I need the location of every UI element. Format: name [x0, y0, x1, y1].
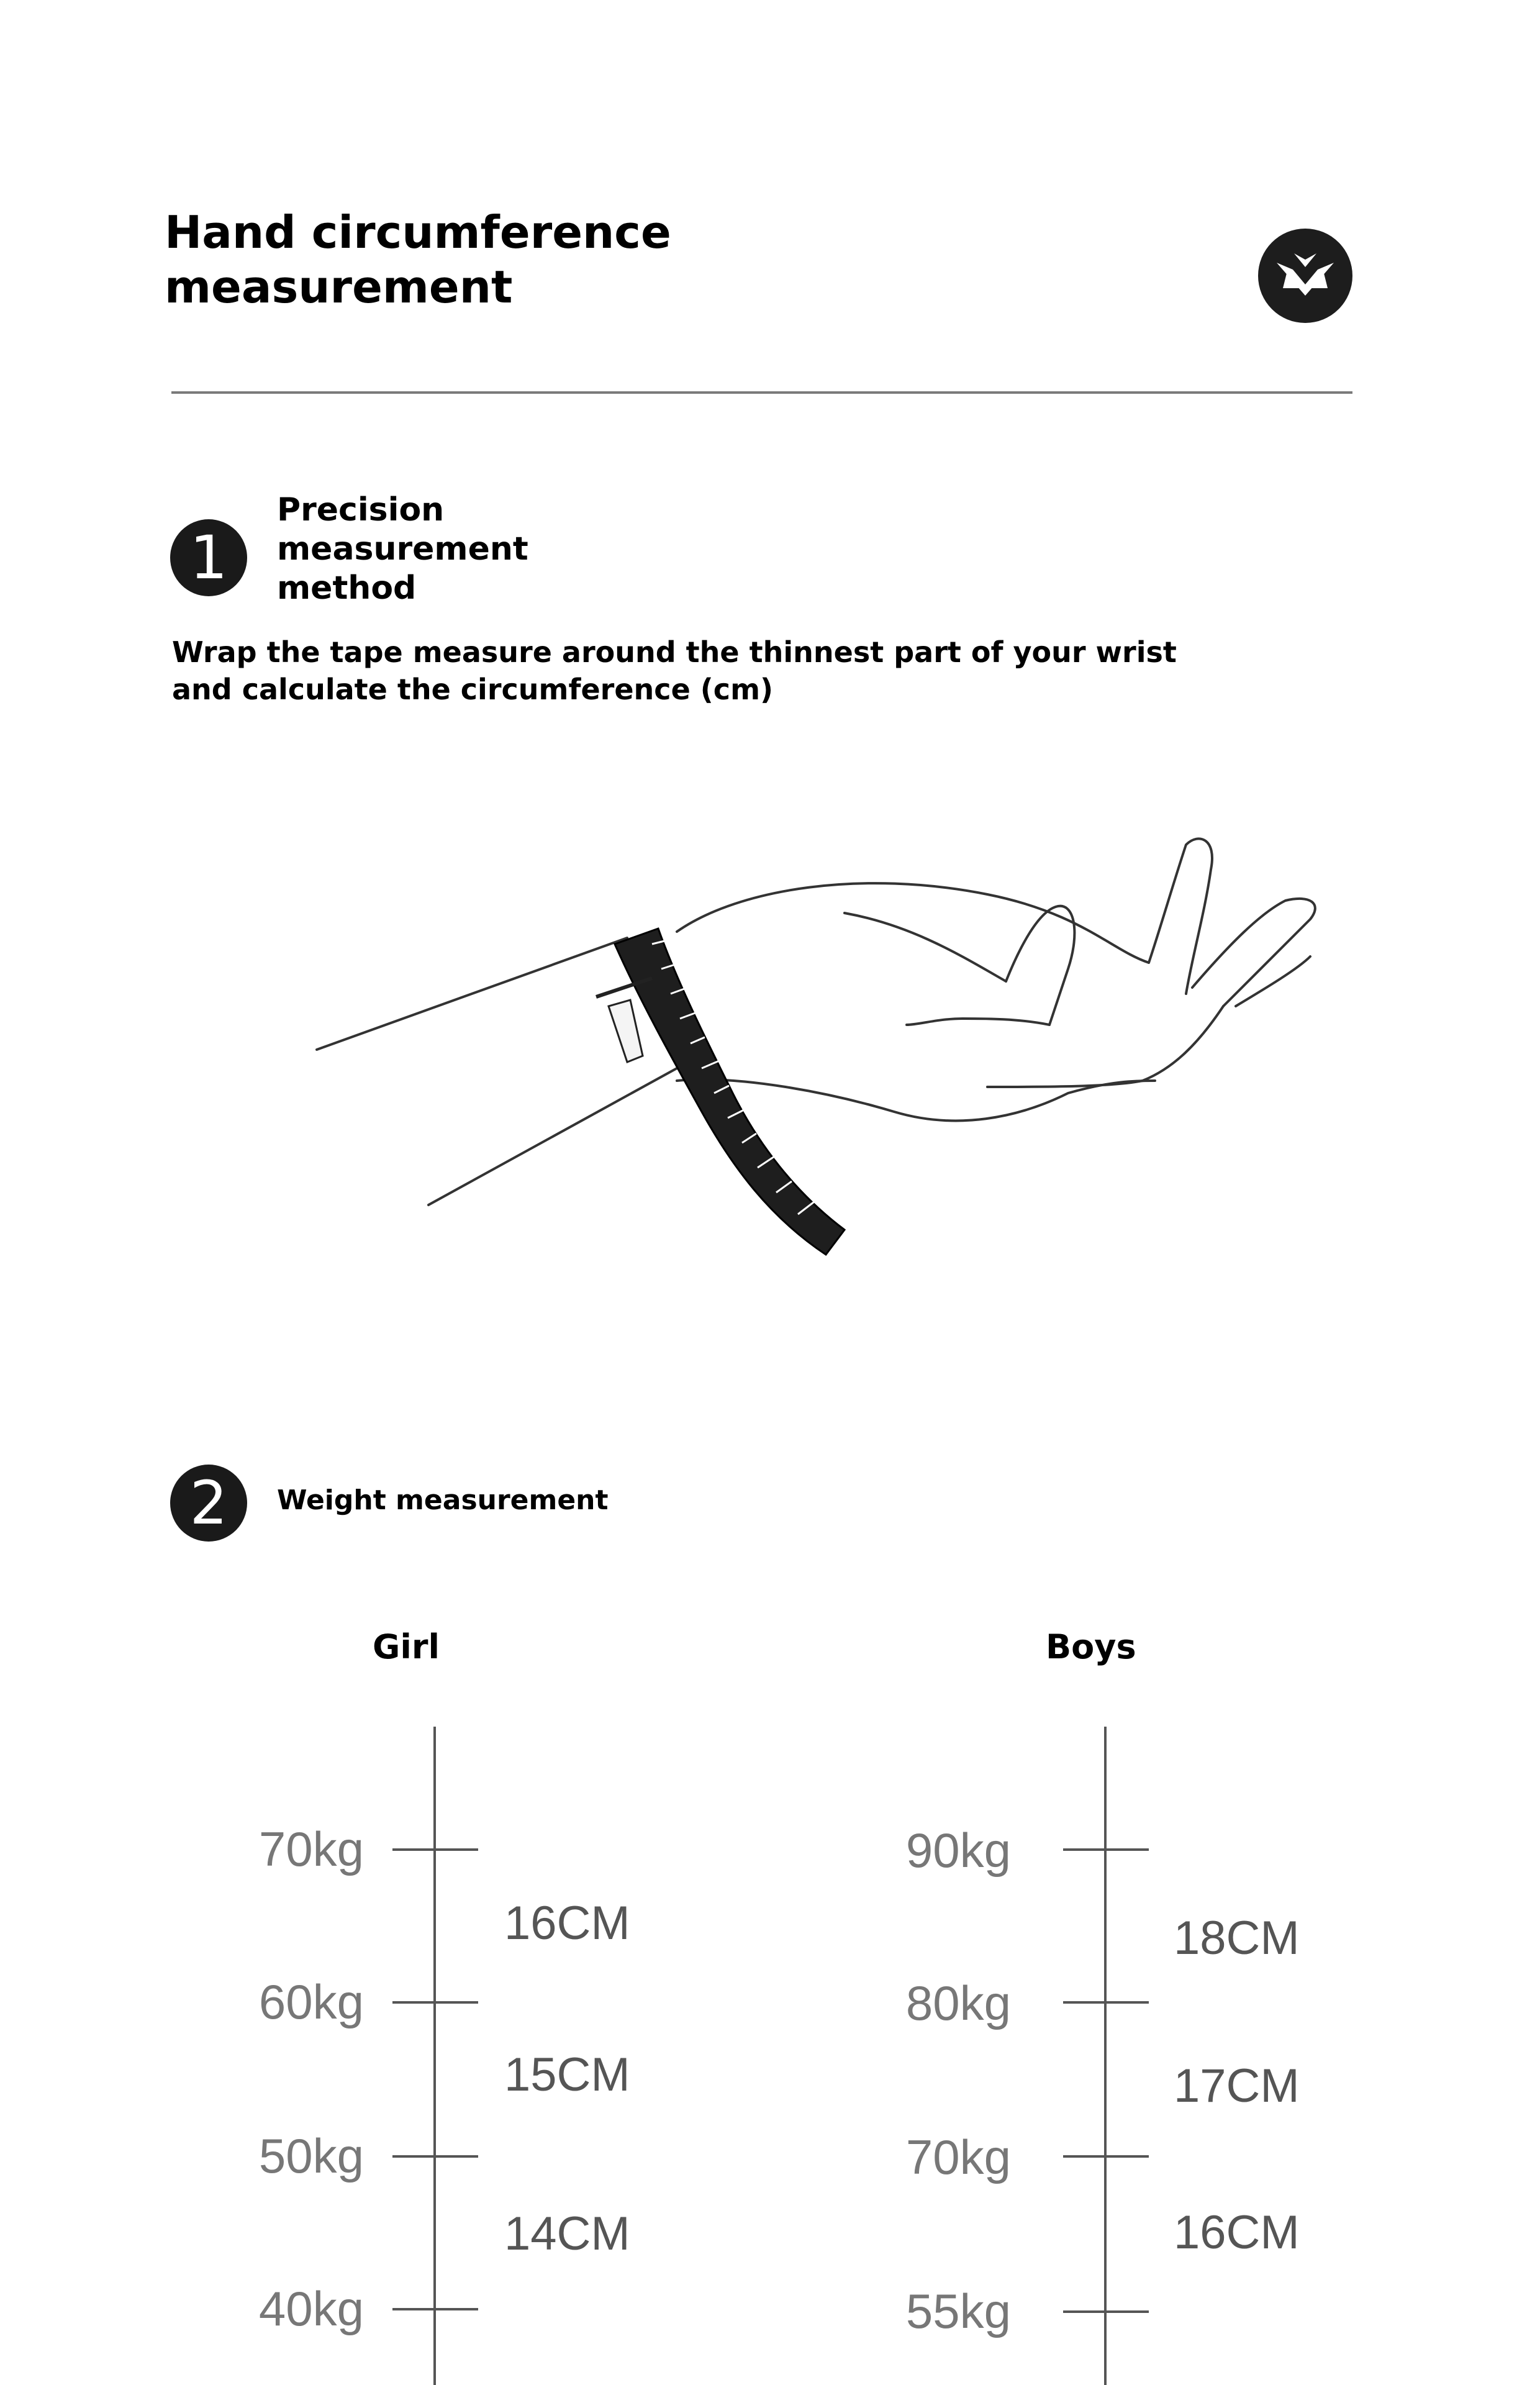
step-2-title: Weight measurement — [277, 1484, 609, 1516]
step-1-badge: 1 — [170, 519, 247, 596]
header-divider — [171, 391, 1352, 394]
girl-size-label: 14CM — [504, 2207, 630, 2260]
boys-size-label: 17CM — [1174, 2060, 1300, 2112]
boys-weight-label: 70kg — [905, 2130, 1011, 2184]
boys-weight-label: 55kg — [905, 2284, 1011, 2338]
page-title: Hand circumference measurement — [165, 206, 671, 313]
girl-size-label: 16CM — [504, 1897, 630, 1950]
weight-size-scale — [0, 1727, 1540, 2385]
girl-weight-label: 50kg — [258, 2128, 364, 2183]
girl-tick — [392, 2001, 478, 2004]
brand-logo-icon — [1258, 229, 1352, 323]
boys-size-label: 18CM — [1174, 1912, 1300, 1965]
boys-tick — [1063, 1848, 1149, 1851]
boys-weight-label: 80kg — [905, 1976, 1011, 2030]
boys-weight-label: 90kg — [905, 1823, 1011, 1878]
girl-tick — [392, 1848, 478, 1851]
girl-scale-line — [433, 1727, 436, 2385]
boys-tick — [1063, 2310, 1149, 2313]
girl-tick — [392, 2308, 478, 2310]
girl-size-label: 15CM — [504, 2048, 630, 2101]
girl-column-label: Girl — [373, 1627, 440, 1666]
boys-column-label: Boys — [1046, 1627, 1136, 1666]
boys-tick — [1063, 2001, 1149, 2004]
boys-tick — [1063, 2155, 1149, 2158]
boys-scale-line — [1104, 1727, 1107, 2385]
wrist-tape-illustration — [304, 820, 1360, 1342]
step-1-description: Wrap the tape measure around the thinnest part of your wrist and calculate the circumference (cm) — [172, 635, 1177, 706]
girl-weight-label: 60kg — [258, 1974, 364, 2029]
girl-tick — [392, 2155, 478, 2158]
boys-size-label: 16CM — [1174, 2206, 1300, 2259]
step-2-badge: 2 — [170, 1465, 247, 1542]
girl-weight-label: 40kg — [258, 2281, 364, 2336]
girl-weight-label: 70kg — [258, 1822, 364, 1876]
step-1-title: Precision measurement method — [277, 491, 528, 607]
